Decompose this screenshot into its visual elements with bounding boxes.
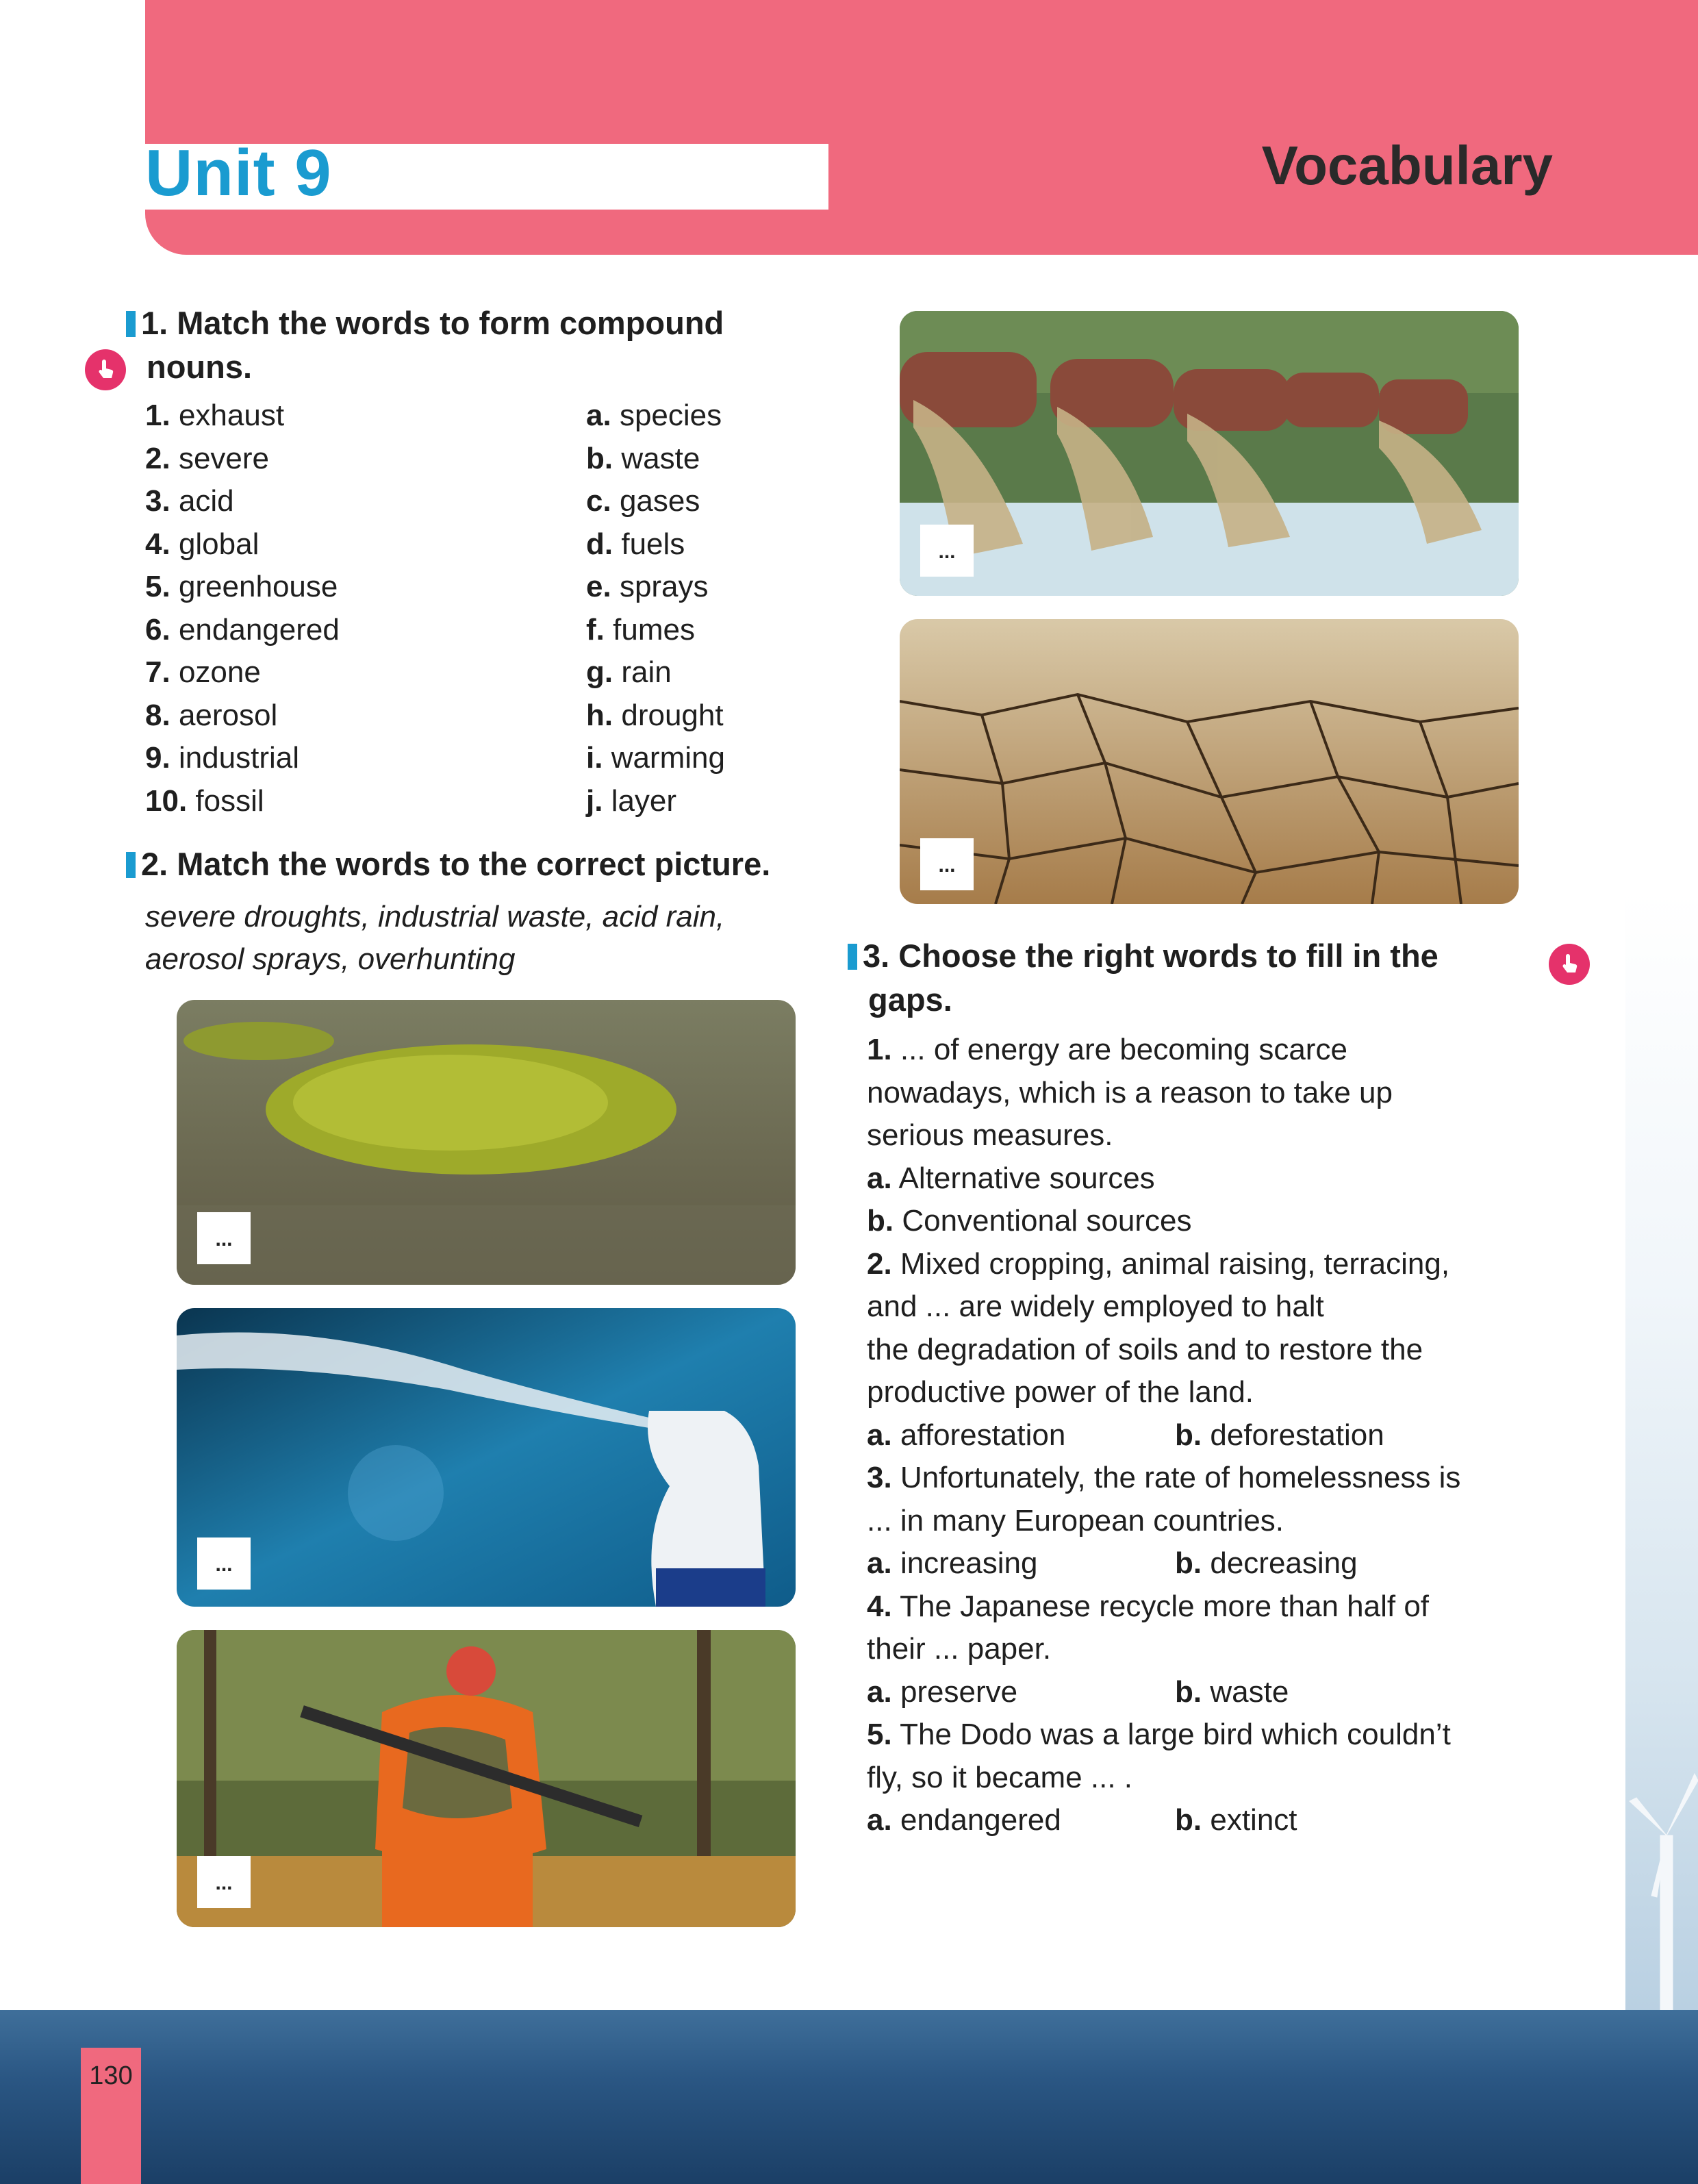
list-item: 4. global [145,527,259,561]
photo-severe-drought [900,619,1519,904]
list-item: a. species [586,399,722,432]
answer-box[interactable]: ... [197,1856,251,1908]
option-a[interactable]: a. afforestation [867,1418,1066,1452]
list-item: c. gases [586,484,700,518]
heading-marker [848,944,857,970]
option-a[interactable]: a. endangered [867,1803,1061,1837]
list-item: b. waste [586,441,700,475]
exercise-1-title: 1. Match the words to form compound nouns. [126,301,824,389]
exercise-1-right-list [586,394,860,823]
hand-pointer-icon [92,356,119,384]
industrial-waste-pipes-image [900,311,1519,596]
option-b[interactable]: b. decreasing [1175,1546,1358,1580]
photo-acid-rain [177,1000,796,1285]
list-item: 7. ozone [145,655,261,689]
exercise-3-questions [867,1029,1524,1842]
exercise-2-title: 2. Match the words to the correct picture. [126,842,852,886]
list-item: i. warming [586,741,725,775]
touch-icon[interactable] [85,349,126,390]
question-3-options [867,1542,1524,1585]
list-item: 9. industrial [145,741,300,775]
question-1: 1. ... of energy are becoming scarce nowadays, which is a reason to take up serious measures. [867,1033,1393,1152]
list-item: 8. aerosol [145,698,278,732]
exercise-1-left-list [145,394,556,823]
answer-box[interactable]: ... [197,1537,251,1590]
list-item: f. fumes [586,612,695,647]
unit-title: Unit 9 [145,136,332,210]
exercise-2-word-list: severe droughts, industrial waste, acid rain, aerosol sprays, overhunting [145,900,725,976]
exercise-3-title: 3. Choose the right words to fill in the gaps. [848,934,1546,1022]
option-b[interactable]: b. deforestation [1175,1418,1384,1452]
option-a[interactable]: a. preserve [867,1674,1018,1709]
photo-industrial-waste [900,311,1519,596]
photo-aerosol-spray [177,1308,796,1607]
heading-marker [126,852,136,878]
question-2-options [867,1414,1524,1457]
aerosol-spray-image [177,1308,796,1607]
question-2: 2. Mixed cropping, animal raising, terracing, and ... are widely employed to halt the degradation of soils and to restore the productive power of the land. [867,1246,1450,1409]
hand-pointer-icon [1556,951,1583,978]
list-item: 6. endangered [145,612,340,647]
header-band [145,0,1698,255]
question-3: 3. Unfortunately, the rate of homelessness is ... in many European countries. [867,1461,1461,1537]
option-b[interactable]: b. extinct [1175,1803,1297,1837]
heading-marker [126,311,136,337]
option-a[interactable]: a. Alternative sources [867,1161,1155,1195]
list-item: h. drought [586,698,724,732]
section-title: Vocabulary [1261,135,1553,196]
list-item: 3. acid [145,484,234,518]
list-item: 2. severe [145,441,270,475]
answer-box[interactable]: ... [920,838,974,890]
answer-box[interactable]: ... [920,525,974,577]
option-b[interactable]: b. Conventional sources [867,1204,1192,1238]
option-b[interactable]: b. waste [1175,1674,1289,1709]
list-item: d. fuels [586,527,685,561]
list-item: g. rain [586,655,672,689]
list-item: e. sprays [586,570,709,603]
question-5: 5. The Dodo was a large bird which couldn’t fly, so it became ... . [867,1718,1451,1794]
list-item: 10. fossil [145,783,264,818]
background-sea [0,2010,1698,2184]
question-4-options [867,1671,1524,1714]
acid-rain-puddle-image [177,1000,796,1285]
answer-box[interactable]: ... [197,1212,251,1264]
cracked-earth-image [900,619,1519,904]
photo-overhunting [177,1630,796,1927]
question-5-options [867,1799,1524,1842]
list-item: j. layer [586,783,677,818]
option-a[interactable]: a. increasing [867,1546,1038,1580]
touch-icon[interactable] [1549,944,1590,985]
list-item: 5. greenhouse [145,570,338,603]
list-item: 1. exhaust [145,399,285,432]
question-4: 4. The Japanese recycle more than half of their ... paper. [867,1589,1430,1666]
page-number: 130 [89,2061,133,2090]
hunter-image [177,1630,796,1927]
